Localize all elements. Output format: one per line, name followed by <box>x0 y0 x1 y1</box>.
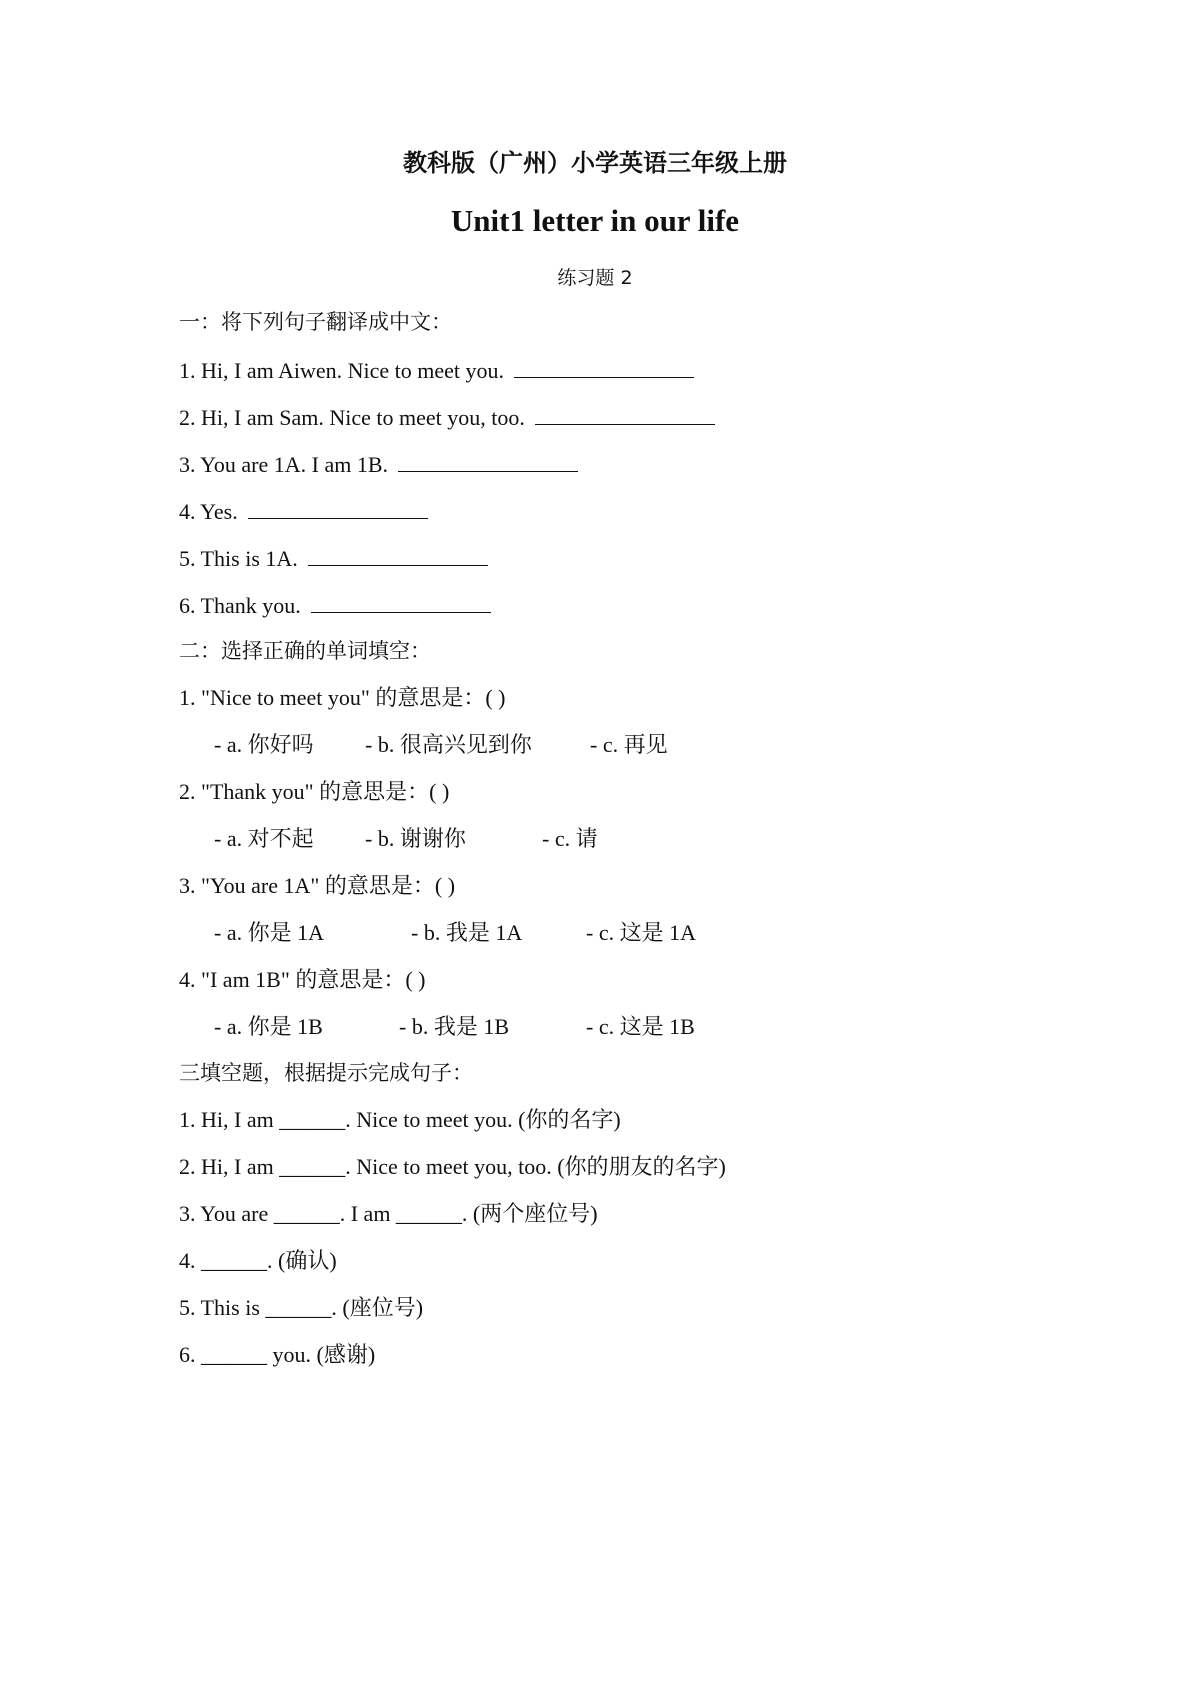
option-c[interactable]: - c. 再见 <box>590 732 668 757</box>
answer-blank[interactable] <box>514 355 694 378</box>
choice-question: 4. "I am 1B" 的意思是：( ) <box>179 967 426 992</box>
option-b[interactable]: - b. 谢谢你 <box>365 826 466 851</box>
section2-heading: 二：选择正确的单词填空： <box>179 639 431 663</box>
choice-question: 3. "You are 1A" 的意思是：( ) <box>179 873 456 898</box>
translate-item: 6. Thank you. <box>179 590 491 621</box>
section3-heading: 三填空题，根据提示完成句子： <box>179 1061 473 1085</box>
book-subtitle: 教科版（广州）小学英语三年级上册 <box>403 149 787 177</box>
fill-item: 4. ______. (确认) <box>179 1248 337 1273</box>
choice-question: 2. "Thank you" 的意思是：( ) <box>179 779 450 804</box>
option-a[interactable]: - a. 对不起 <box>214 826 314 851</box>
translate-item: 2. Hi, I am Sam. Nice to meet you, too. <box>179 402 715 433</box>
fill-item: 1. Hi, I am ______. Nice to meet you. (你的名字) <box>179 1107 621 1132</box>
answer-blank[interactable] <box>308 543 488 566</box>
option-b[interactable]: - b. 我是 1B <box>399 1014 510 1039</box>
translate-item: 4. Yes. <box>179 496 428 527</box>
translate-item: 5. This is 1A. <box>179 543 488 574</box>
answer-blank[interactable] <box>535 402 715 425</box>
option-b[interactable]: - b. 我是 1A <box>411 920 523 945</box>
option-a[interactable]: - a. 你好吗 <box>214 732 314 757</box>
option-a[interactable]: - a. 你是 1A <box>214 920 324 945</box>
option-c[interactable]: - c. 请 <box>542 826 598 851</box>
fill-item: 3. You are ______. I am ______. (两个座位号) <box>179 1201 598 1226</box>
translate-item: 1. Hi, I am Aiwen. Nice to meet you. <box>179 355 694 386</box>
answer-blank[interactable] <box>311 590 491 613</box>
choice-question: 1. "Nice to meet you" 的意思是：( ) <box>179 685 506 710</box>
section1-heading: 一：将下列句子翻译成中文： <box>179 310 452 334</box>
exercise-label: 练习题 2 <box>557 267 633 289</box>
option-c[interactable]: - c. 这是 1B <box>586 1014 695 1039</box>
fill-item: 5. This is ______. (座位号) <box>179 1295 424 1320</box>
answer-blank[interactable] <box>398 449 578 472</box>
option-a[interactable]: - a. 你是 1B <box>214 1014 323 1039</box>
fill-item: 6. ______ you. (感谢) <box>179 1342 376 1367</box>
option-c[interactable]: - c. 这是 1A <box>586 920 696 945</box>
answer-blank[interactable] <box>248 496 428 519</box>
unit-title: Unit1 letter in our life <box>450 203 740 238</box>
fill-item: 2. Hi, I am ______. Nice to meet you, too. (你的朋友的名字) <box>179 1154 726 1179</box>
translate-item: 3. You are 1A. I am 1B. <box>179 449 578 480</box>
option-b[interactable]: - b. 很高兴见到你 <box>365 732 532 757</box>
